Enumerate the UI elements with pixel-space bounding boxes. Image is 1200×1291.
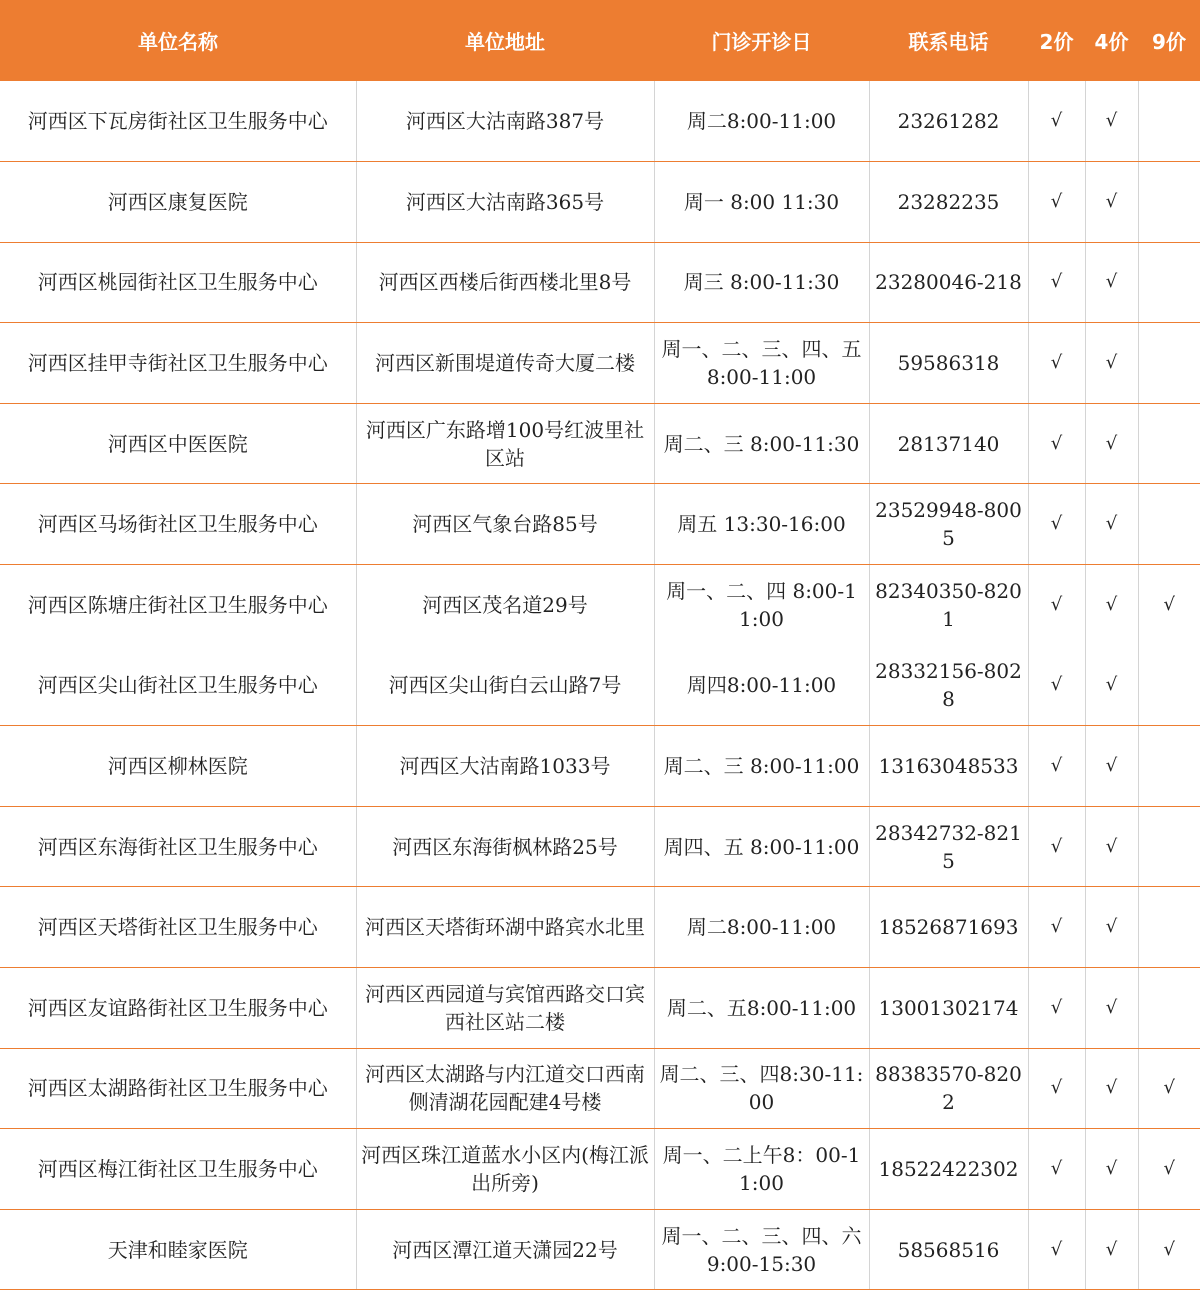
- cell-4-valent: √: [1085, 242, 1138, 323]
- cell-name: 河西区柳林医院: [0, 726, 356, 807]
- cell-clinic-days: 周五 13:30-16:00: [654, 484, 869, 565]
- cell-phone: 88383570-8202: [869, 1048, 1028, 1129]
- table-row: [0, 645, 1200, 726]
- table-row: [0, 565, 1200, 646]
- cell-9-valent: [1138, 887, 1200, 968]
- cell-phone: 59586318: [869, 323, 1028, 404]
- cell-2-valent: √: [1028, 162, 1085, 243]
- cell-9-valent: [1138, 484, 1200, 565]
- cell-2-valent: √: [1028, 887, 1085, 968]
- table-row: [0, 403, 1200, 484]
- cell-phone: 28342732-8215: [869, 806, 1028, 887]
- cell-clinic-days: 周一、二上午8：00-11:00: [654, 1129, 869, 1210]
- cell-address: 河西区大沽南路387号: [356, 81, 654, 162]
- cell-9-valent: √: [1138, 1048, 1200, 1129]
- table-row: [0, 323, 1200, 404]
- cell-name: 河西区陈塘庄街社区卫生服务中心: [0, 565, 356, 646]
- cell-address: 河西区新围堤道传奇大厦二楼: [356, 323, 654, 404]
- cell-name: 天津和睦家医院: [0, 1209, 356, 1290]
- cell-9-valent: [1138, 81, 1200, 162]
- table-row: [0, 1209, 1200, 1290]
- header-4-valent: 4价: [1085, 0, 1138, 81]
- cell-4-valent: √: [1085, 565, 1138, 646]
- cell-4-valent: √: [1085, 1209, 1138, 1290]
- table-row: [0, 968, 1200, 1049]
- cell-name: 河西区中医医院: [0, 403, 356, 484]
- cell-2-valent: √: [1028, 645, 1085, 726]
- cell-address: 河西区广东路增100号红波里社区站: [356, 403, 654, 484]
- cell-4-valent: √: [1085, 403, 1138, 484]
- cell-name: 河西区东海街社区卫生服务中心: [0, 806, 356, 887]
- cell-phone: 28332156-8028: [869, 645, 1028, 726]
- cell-clinic-days: 周一、二、三、四、六9:00-15:30: [654, 1209, 869, 1290]
- cell-address: 河西区西楼后街西楼北里8号: [356, 242, 654, 323]
- cell-9-valent: √: [1138, 1129, 1200, 1210]
- cell-phone: 13163048533: [869, 726, 1028, 807]
- cell-name: 河西区挂甲寺街社区卫生服务中心: [0, 323, 356, 404]
- cell-address: 河西区茂名道29号: [356, 565, 654, 646]
- cell-4-valent: √: [1085, 645, 1138, 726]
- cell-phone: 28137140: [869, 403, 1028, 484]
- cell-9-valent: [1138, 162, 1200, 243]
- cell-name: 河西区马场街社区卫生服务中心: [0, 484, 356, 565]
- cell-2-valent: √: [1028, 1209, 1085, 1290]
- cell-2-valent: √: [1028, 323, 1085, 404]
- cell-phone: 23529948-8005: [869, 484, 1028, 565]
- cell-2-valent: √: [1028, 1048, 1085, 1129]
- cell-4-valent: √: [1085, 484, 1138, 565]
- cell-name: 河西区下瓦房街社区卫生服务中心: [0, 81, 356, 162]
- cell-phone: 58568516: [869, 1209, 1028, 1290]
- cell-name: 河西区梅江街社区卫生服务中心: [0, 1129, 356, 1210]
- cell-clinic-days: 周二、五8:00-11:00: [654, 968, 869, 1049]
- cell-4-valent: √: [1085, 81, 1138, 162]
- cell-9-valent: √: [1138, 1209, 1200, 1290]
- cell-clinic-days: 周四、五 8:00-11:00: [654, 806, 869, 887]
- table-row: [0, 484, 1200, 565]
- cell-address: 河西区太湖路与内江道交口西南侧清湖花园配建4号楼: [356, 1048, 654, 1129]
- cell-2-valent: √: [1028, 806, 1085, 887]
- cell-9-valent: [1138, 968, 1200, 1049]
- header-2-valent: 2价: [1028, 0, 1085, 81]
- cell-address: 河西区东海街枫林路25号: [356, 806, 654, 887]
- cell-2-valent: √: [1028, 565, 1085, 646]
- cell-address: 河西区潭江道天潇园22号: [356, 1209, 654, 1290]
- cell-2-valent: √: [1028, 484, 1085, 565]
- cell-9-valent: [1138, 726, 1200, 807]
- cell-2-valent: √: [1028, 968, 1085, 1049]
- cell-phone: 23282235: [869, 162, 1028, 243]
- cell-address: 河西区大沽南路365号: [356, 162, 654, 243]
- header-9-valent: 9价: [1138, 0, 1200, 81]
- cell-address: 河西区大沽南路1033号: [356, 726, 654, 807]
- table-row: [0, 81, 1200, 162]
- cell-4-valent: √: [1085, 726, 1138, 807]
- cell-4-valent: √: [1085, 162, 1138, 243]
- cell-address: 河西区珠江道蓝水小区内(梅江派出所旁): [356, 1129, 654, 1210]
- cell-address: 河西区气象台路85号: [356, 484, 654, 565]
- cell-4-valent: √: [1085, 806, 1138, 887]
- cell-name: 河西区太湖路街社区卫生服务中心: [0, 1048, 356, 1129]
- cell-name: 河西区友谊路街社区卫生服务中心: [0, 968, 356, 1049]
- table-row: [0, 726, 1200, 807]
- cell-phone: 18526871693: [869, 887, 1028, 968]
- cell-address: 河西区西园道与宾馆西路交口宾西社区站二楼: [356, 968, 654, 1049]
- cell-clinic-days: 周一 8:00 11:30: [654, 162, 869, 243]
- cell-9-valent: [1138, 806, 1200, 887]
- header-address: 单位地址: [356, 0, 654, 81]
- cell-clinic-days: 周二、三 8:00-11:30: [654, 403, 869, 484]
- table-row: [0, 806, 1200, 887]
- cell-4-valent: √: [1085, 1048, 1138, 1129]
- cell-name: 河西区尖山街社区卫生服务中心: [0, 645, 356, 726]
- table-row: [0, 1048, 1200, 1129]
- table-body: [0, 81, 1200, 1290]
- cell-phone: 82340350-8201: [869, 565, 1028, 646]
- header-phone: 联系电话: [869, 0, 1028, 81]
- table-row: [0, 242, 1200, 323]
- cell-2-valent: √: [1028, 1129, 1085, 1210]
- cell-phone: 23261282: [869, 81, 1028, 162]
- cell-2-valent: √: [1028, 81, 1085, 162]
- cell-name: 河西区天塔街社区卫生服务中心: [0, 887, 356, 968]
- cell-phone: 23280046-218: [869, 242, 1028, 323]
- cell-2-valent: √: [1028, 726, 1085, 807]
- cell-9-valent: [1138, 645, 1200, 726]
- cell-9-valent: [1138, 242, 1200, 323]
- cell-4-valent: √: [1085, 887, 1138, 968]
- cell-name: 河西区康复医院: [0, 162, 356, 243]
- cell-4-valent: √: [1085, 968, 1138, 1049]
- header-clinic-days: 门诊开诊日: [654, 0, 869, 81]
- cell-clinic-days: 周二8:00-11:00: [654, 81, 869, 162]
- cell-name: 河西区桃园街社区卫生服务中心: [0, 242, 356, 323]
- header-row: [0, 0, 1200, 81]
- cell-address: 河西区天塔街环湖中路宾水北里: [356, 887, 654, 968]
- table-row: [0, 887, 1200, 968]
- cell-clinic-days: 周三 8:00-11:30: [654, 242, 869, 323]
- cell-9-valent: √: [1163, 594, 1175, 616]
- cell-4-valent: √: [1085, 323, 1138, 404]
- cell-4-valent: √: [1085, 1129, 1138, 1210]
- cell-clinic-days: 周一、二、四 8:00-11:00: [654, 565, 869, 646]
- cell-phone: 18522422302: [869, 1129, 1028, 1210]
- cell-clinic-days: 周二、三 8:00-11:00: [654, 726, 869, 807]
- table-row: [0, 162, 1200, 243]
- cell-clinic-days: 周二、三、四8:30-11:00: [654, 1048, 869, 1129]
- cell-phone: 13001302174: [869, 968, 1028, 1049]
- table-row: [0, 1129, 1200, 1210]
- cell-9-valent: [1138, 323, 1200, 404]
- cell-9-valent: [1138, 403, 1200, 484]
- cell-clinic-days: 周二8:00-11:00: [654, 887, 869, 968]
- cell-clinic-days: 周四8:00-11:00: [654, 645, 869, 726]
- header-name: 单位名称: [0, 0, 356, 81]
- table-header: [0, 0, 1200, 81]
- cell-2-valent: √: [1028, 403, 1085, 484]
- cell-clinic-days: 周一、二、三、四、五 8:00-11:00: [654, 323, 869, 404]
- cell-address: 河西区尖山街白云山路7号: [356, 645, 654, 726]
- cell-2-valent: √: [1028, 242, 1085, 323]
